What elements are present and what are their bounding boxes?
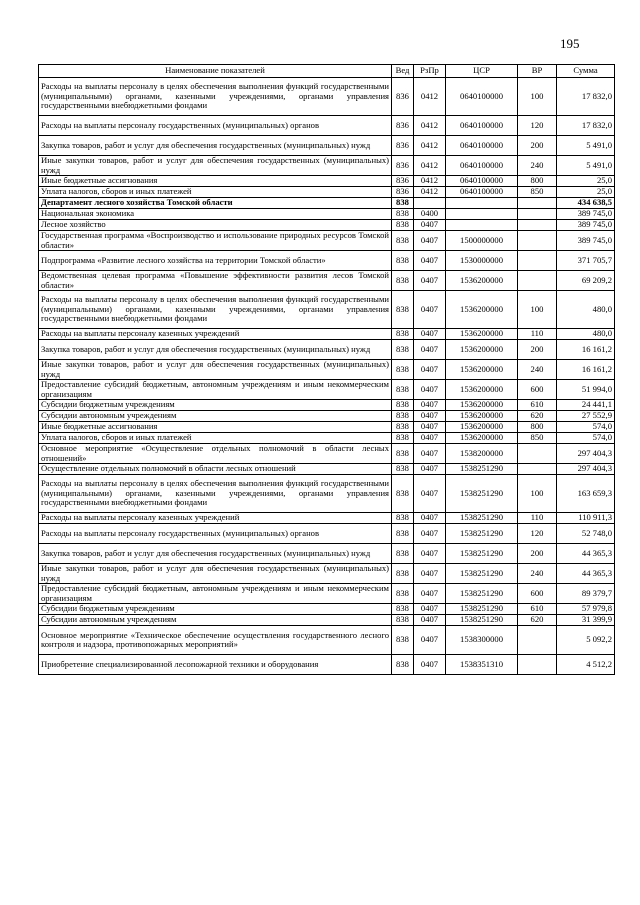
row-ved: 836 [392, 176, 414, 187]
row-vr: 200 [518, 544, 557, 564]
row-name: Расходы на выплаты персоналу государственных (муниципальных) органов [39, 524, 392, 544]
row-name: Государственная программа «Воспроизводство и использование природных ресурсов Томской области» [39, 231, 392, 251]
row-ved: 838 [392, 251, 414, 271]
row-vr: 100 [518, 291, 557, 329]
row-vr [518, 271, 557, 291]
row-ved: 838 [392, 655, 414, 675]
table-row [39, 422, 615, 433]
row-rzpr: 0407 [414, 433, 446, 444]
row-sum: 25,0 [557, 176, 615, 187]
row-rzpr: 0400 [414, 209, 446, 220]
row-rzpr: 0407 [414, 626, 446, 655]
row-csr: 1538251290 [446, 464, 518, 475]
row-sum: 4 512,2 [557, 655, 615, 675]
row-csr [446, 198, 518, 209]
row-vr: 120 [518, 116, 557, 136]
row-ved: 838 [392, 475, 414, 513]
row-name: Закупка товаров, работ и услуг для обеспечения государственных (муниципальных) нужд [39, 544, 392, 564]
table-row [39, 220, 615, 231]
row-name: Закупка товаров, работ и услуг для обеспечения государственных (муниципальных) нужд [39, 136, 392, 156]
row-name: Предоставление субсидий бюджетным, автономным учреждениям и иным некоммерческим организациям [39, 584, 392, 604]
row-sum: 389 745,0 [557, 231, 615, 251]
row-name: Расходы на выплаты персоналу в целях обеспечения выполнения функций государственными (муниципальными) органами, казенными учреждениями, органами управления государственными внебюджетными фондами [39, 291, 392, 329]
row-ved: 838 [392, 604, 414, 615]
table-row [39, 464, 615, 475]
row-vr: 110 [518, 329, 557, 340]
table-row [39, 475, 615, 513]
row-name: Субсидии бюджетным учреждениям [39, 400, 392, 411]
row-ved: 836 [392, 156, 414, 176]
row-rzpr: 0412 [414, 78, 446, 116]
row-vr: 200 [518, 340, 557, 360]
row-rzpr: 0407 [414, 422, 446, 433]
row-name: Иные закупки товаров, работ и услуг для обеспечения государственных (муниципальных) нужд [39, 156, 392, 176]
row-name: Департамент лесного хозяйства Томской области [39, 198, 392, 209]
row-rzpr: 0412 [414, 156, 446, 176]
row-sum: 69 209,2 [557, 271, 615, 291]
row-rzpr: 0412 [414, 187, 446, 198]
row-csr: 0640100000 [446, 187, 518, 198]
row-name: Закупка товаров, работ и услуг для обеспечения государственных (муниципальных) нужд [39, 340, 392, 360]
row-ved: 838 [392, 584, 414, 604]
row-ved: 838 [392, 464, 414, 475]
row-vr [518, 626, 557, 655]
row-ved: 838 [392, 209, 414, 220]
row-csr: 1538251290 [446, 513, 518, 524]
row-ved: 836 [392, 136, 414, 156]
row-csr: 1500000000 [446, 231, 518, 251]
row-ved: 838 [392, 329, 414, 340]
row-sum: 371 705,7 [557, 251, 615, 271]
row-rzpr: 0407 [414, 513, 446, 524]
row-vr [518, 220, 557, 231]
table-row [39, 655, 615, 675]
row-rzpr: 0407 [414, 444, 446, 464]
row-vr: 620 [518, 615, 557, 626]
row-csr: 1538200000 [446, 444, 518, 464]
table-row [39, 380, 615, 400]
table-row [39, 584, 615, 604]
row-sum: 52 748,0 [557, 524, 615, 544]
row-ved: 838 [392, 615, 414, 626]
row-vr: 800 [518, 422, 557, 433]
row-rzpr: 0407 [414, 544, 446, 564]
row-csr: 1538251290 [446, 604, 518, 615]
row-csr: 1538251290 [446, 475, 518, 513]
row-rzpr: 0407 [414, 655, 446, 675]
row-rzpr: 0407 [414, 524, 446, 544]
row-csr: 1536200000 [446, 291, 518, 329]
row-name: Расходы на выплаты персоналу государственных (муниципальных) органов [39, 116, 392, 136]
row-rzpr: 0407 [414, 400, 446, 411]
row-ved: 838 [392, 360, 414, 380]
table-row [39, 564, 615, 584]
row-rzpr: 0412 [414, 116, 446, 136]
row-csr: 1538251290 [446, 564, 518, 584]
row-sum: 16 161,2 [557, 360, 615, 380]
header-rzpr: РзПр [414, 65, 446, 78]
row-name: Уплата налогов, сборов и иных платежей [39, 187, 392, 198]
row-rzpr: 0407 [414, 464, 446, 475]
row-sum: 434 638,5 [557, 198, 615, 209]
row-ved: 838 [392, 433, 414, 444]
page-number: 195 [560, 36, 580, 51]
row-sum: 44 365,3 [557, 564, 615, 584]
row-sum: 389 745,0 [557, 209, 615, 220]
row-vr [518, 655, 557, 675]
row-vr [518, 444, 557, 464]
row-sum: 297 404,3 [557, 444, 615, 464]
header-name: Наименование показателей [39, 65, 392, 78]
table-row [39, 291, 615, 329]
row-rzpr: 0407 [414, 251, 446, 271]
row-sum: 31 399,9 [557, 615, 615, 626]
row-vr: 620 [518, 411, 557, 422]
row-csr: 0640100000 [446, 156, 518, 176]
table-row [39, 433, 615, 444]
row-csr: 1538351310 [446, 655, 518, 675]
row-name: Иные бюджетные ассигнования [39, 176, 392, 187]
row-vr [518, 198, 557, 209]
row-csr: 1536200000 [446, 360, 518, 380]
row-name: Приобретение специализированной лесопожарной техники и оборудования [39, 655, 392, 675]
table-row [39, 156, 615, 176]
row-sum: 5 491,0 [557, 136, 615, 156]
row-vr: 600 [518, 584, 557, 604]
row-csr: 0640100000 [446, 116, 518, 136]
row-csr: 1538251290 [446, 584, 518, 604]
row-name: Иные бюджетные ассигнования [39, 422, 392, 433]
table-row [39, 251, 615, 271]
row-rzpr: 0407 [414, 360, 446, 380]
row-sum: 24 441,1 [557, 400, 615, 411]
row-sum: 163 659,3 [557, 475, 615, 513]
row-sum: 574,0 [557, 422, 615, 433]
budget-table [38, 64, 615, 675]
row-ved: 838 [392, 564, 414, 584]
row-name: Национальная экономика [39, 209, 392, 220]
table-row [39, 615, 615, 626]
row-ved: 838 [392, 513, 414, 524]
row-sum: 480,0 [557, 329, 615, 340]
row-sum: 25,0 [557, 187, 615, 198]
row-name: Основное мероприятие «Осуществление отдельных полномочий в области лесных отношений» [39, 444, 392, 464]
row-name: Осуществление отдельных полномочий в области лесных отношений [39, 464, 392, 475]
row-ved: 838 [392, 231, 414, 251]
row-vr: 240 [518, 156, 557, 176]
row-ved: 836 [392, 187, 414, 198]
header-sum: Сумма [557, 65, 615, 78]
row-csr [446, 209, 518, 220]
row-ved: 838 [392, 291, 414, 329]
header-csr: ЦСР [446, 65, 518, 78]
table-row [39, 78, 615, 116]
row-csr [446, 220, 518, 231]
row-ved: 838 [392, 271, 414, 291]
row-sum: 27 552,9 [557, 411, 615, 422]
row-ved: 838 [392, 444, 414, 464]
table-row [39, 626, 615, 655]
table-row [39, 176, 615, 187]
row-csr: 0640100000 [446, 136, 518, 156]
row-rzpr: 0407 [414, 604, 446, 615]
row-name: Лесное хозяйство [39, 220, 392, 231]
row-rzpr: 0407 [414, 584, 446, 604]
row-ved: 838 [392, 524, 414, 544]
row-ved: 838 [392, 626, 414, 655]
row-sum: 57 979,8 [557, 604, 615, 615]
row-vr: 610 [518, 400, 557, 411]
table-row [39, 524, 615, 544]
row-vr: 850 [518, 187, 557, 198]
row-rzpr: 0407 [414, 231, 446, 251]
row-ved: 838 [392, 411, 414, 422]
row-name: Иные закупки товаров, работ и услуг для обеспечения государственных (муниципальных) нужд [39, 360, 392, 380]
row-rzpr: 0407 [414, 271, 446, 291]
row-csr: 1538300000 [446, 626, 518, 655]
row-vr: 120 [518, 524, 557, 544]
row-csr: 1536200000 [446, 271, 518, 291]
row-name: Расходы на выплаты персоналу в целях обеспечения выполнения функций государственными (муниципальными) органами, казенными учреждениями, органами управления государственными внебюджетными фондами [39, 475, 392, 513]
row-csr: 1536200000 [446, 400, 518, 411]
row-csr: 1530000000 [446, 251, 518, 271]
row-vr [518, 464, 557, 475]
table-row [39, 187, 615, 198]
row-sum: 574,0 [557, 433, 615, 444]
row-sum: 44 365,3 [557, 544, 615, 564]
row-vr: 240 [518, 564, 557, 584]
row-rzpr [414, 198, 446, 209]
table-row [39, 544, 615, 564]
row-vr: 600 [518, 380, 557, 400]
row-name: Уплата налогов, сборов и иных платежей [39, 433, 392, 444]
row-sum: 17 832,0 [557, 116, 615, 136]
row-sum: 89 379,7 [557, 584, 615, 604]
row-vr: 110 [518, 513, 557, 524]
row-ved: 838 [392, 544, 414, 564]
row-csr: 1536200000 [446, 433, 518, 444]
row-sum: 17 832,0 [557, 78, 615, 116]
row-name: Иные закупки товаров, работ и услуг для обеспечения государственных (муниципальных) нужд [39, 564, 392, 584]
row-name: Подпрограмма «Развитие лесного хозяйства на территории Томской области» [39, 251, 392, 271]
row-vr: 200 [518, 136, 557, 156]
table-row [39, 340, 615, 360]
row-csr: 1538251290 [446, 524, 518, 544]
row-rzpr: 0412 [414, 176, 446, 187]
row-sum: 16 161,2 [557, 340, 615, 360]
row-rzpr: 0407 [414, 380, 446, 400]
row-vr [518, 251, 557, 271]
row-csr: 1536200000 [446, 329, 518, 340]
table-row [39, 231, 615, 251]
row-rzpr: 0407 [414, 329, 446, 340]
row-csr: 0640100000 [446, 78, 518, 116]
row-csr: 1536200000 [446, 340, 518, 360]
table-row [39, 329, 615, 340]
row-csr: 1538251290 [446, 615, 518, 626]
row-name: Расходы на выплаты персоналу в целях обеспечения выполнения функций государственными (муниципальными) органами, казенными учреждениями, органами управления государственными внебюджетными фондами [39, 78, 392, 116]
table-row [39, 513, 615, 524]
table-row [39, 400, 615, 411]
row-vr: 800 [518, 176, 557, 187]
row-vr: 100 [518, 475, 557, 513]
row-rzpr: 0412 [414, 136, 446, 156]
table-row [39, 116, 615, 136]
row-vr: 240 [518, 360, 557, 380]
row-ved: 836 [392, 78, 414, 116]
table-row [39, 444, 615, 464]
row-ved: 838 [392, 220, 414, 231]
table-row [39, 198, 615, 209]
row-sum: 51 994,0 [557, 380, 615, 400]
row-csr: 0640100000 [446, 176, 518, 187]
table-body [39, 78, 615, 675]
table-row [39, 136, 615, 156]
row-ved: 838 [392, 380, 414, 400]
row-sum: 480,0 [557, 291, 615, 329]
row-sum: 5 491,0 [557, 156, 615, 176]
row-vr: 850 [518, 433, 557, 444]
header-ved: Вед [392, 65, 414, 78]
header-row [39, 65, 615, 78]
row-name: Предоставление субсидий бюджетным, автономным учреждениям и иным некоммерческим организациям [39, 380, 392, 400]
row-name: Субсидии бюджетным учреждениям [39, 604, 392, 615]
row-sum: 297 404,3 [557, 464, 615, 475]
row-name: Расходы на выплаты персоналу казенных учреждений [39, 329, 392, 340]
row-sum: 5 092,2 [557, 626, 615, 655]
row-name: Основное мероприятие «Техническое обеспечение осуществления государственного лесного контроля и надзора, противопожарных мероприятий» [39, 626, 392, 655]
table-row [39, 604, 615, 615]
row-sum: 389 745,0 [557, 220, 615, 231]
row-name: Ведомственная целевая программа «Повышение эффективности развития лесов Томской области» [39, 271, 392, 291]
row-csr: 1536200000 [446, 411, 518, 422]
row-vr: 610 [518, 604, 557, 615]
row-rzpr: 0407 [414, 340, 446, 360]
row-sum: 110 911,3 [557, 513, 615, 524]
row-ved: 838 [392, 198, 414, 209]
row-rzpr: 0407 [414, 564, 446, 584]
row-name: Субсидии автономным учреждениям [39, 615, 392, 626]
row-rzpr: 0407 [414, 411, 446, 422]
row-name: Расходы на выплаты персоналу казенных учреждений [39, 513, 392, 524]
row-rzpr: 0407 [414, 475, 446, 513]
row-rzpr: 0407 [414, 291, 446, 329]
row-name: Субсидии автономным учреждениям [39, 411, 392, 422]
row-rzpr: 0407 [414, 220, 446, 231]
row-vr [518, 231, 557, 251]
row-ved: 838 [392, 400, 414, 411]
row-csr: 1538251290 [446, 544, 518, 564]
table-row [39, 209, 615, 220]
row-ved: 838 [392, 340, 414, 360]
row-csr: 1536200000 [446, 380, 518, 400]
table-row [39, 411, 615, 422]
row-rzpr: 0407 [414, 615, 446, 626]
row-ved: 836 [392, 116, 414, 136]
row-ved: 838 [392, 422, 414, 433]
row-vr [518, 209, 557, 220]
row-vr: 100 [518, 78, 557, 116]
row-csr: 1536200000 [446, 422, 518, 433]
header-vr: ВР [518, 65, 557, 78]
table-row [39, 271, 615, 291]
table-row [39, 360, 615, 380]
